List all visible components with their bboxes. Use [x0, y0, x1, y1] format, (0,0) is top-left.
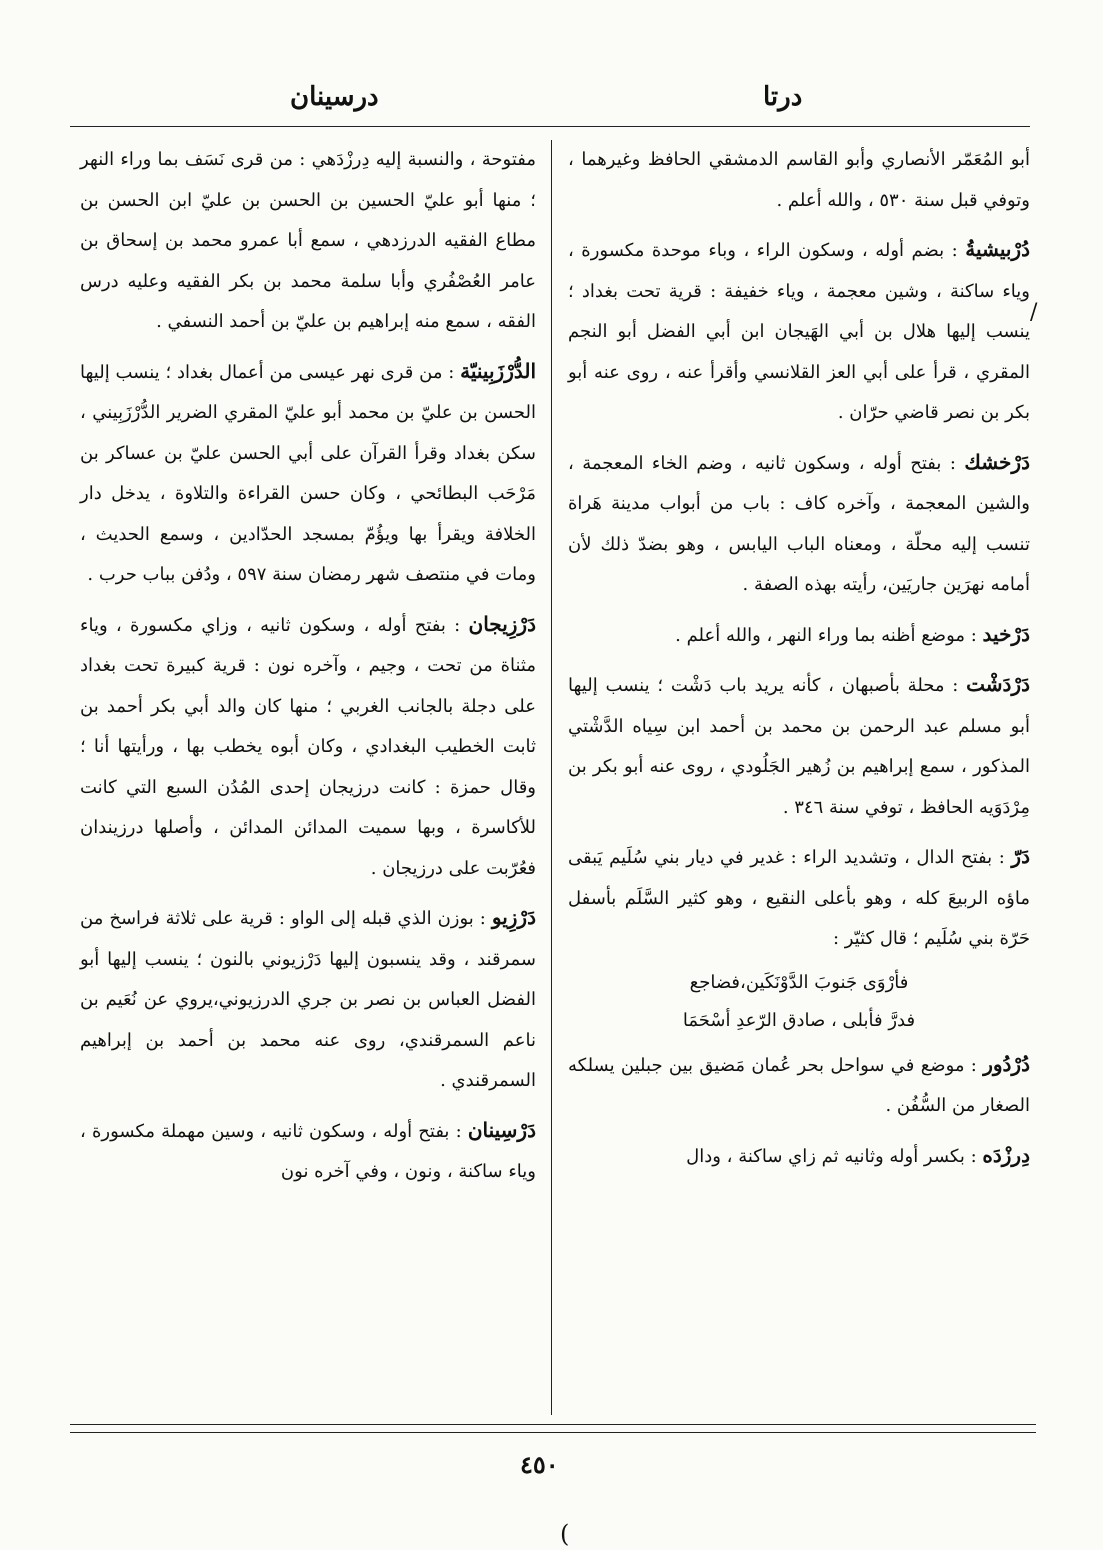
entry: [80, 138, 536, 343]
verse: [568, 964, 1030, 1040]
page-header-right: درتا: [763, 82, 803, 112]
entry-text: : بفتح أوله ، وسكون ثانيه ، وضم الخاء المعجمة ، والشين المعجمة ، وآخره كاف : باب من أبواب مدينة هَراة تنسب إليه محلّة ، ومعناه الباب اليابس ، وهو بضدّ ذلك لأن أمامه نهرَين جاريَين، رأيته بهذه الصفة .: [568, 452, 1030, 595]
entry-headword: دُرْدُور: [983, 1051, 1030, 1076]
entry-headword: دَرْزِيجان: [468, 611, 536, 636]
entry-headword: دَرْخيد: [982, 621, 1030, 646]
entry: [568, 442, 1030, 606]
entry-headword: دَرْدَشْت: [966, 672, 1030, 696]
entry: [568, 229, 1030, 434]
entry-headword: دُرْبيشيةُ: [965, 237, 1030, 261]
entry-headword: دَرّ: [1011, 844, 1030, 868]
page-number: ٤٥٠: [520, 1450, 559, 1479]
entry-text: : بفتح الدال ، وتشديد الراء : غدير في ديار بني سُلَيم يَبقى ماؤه الربيعَ كله ، وهو بأعلى النقيع ، وهو كثير السَّلَم بأسفل حَرّة بني سُلَيم ؛ قال كثيّر :: [568, 847, 1030, 949]
entry: [80, 1110, 536, 1193]
header-rule: [70, 126, 1030, 127]
entry: [80, 351, 536, 596]
entry-text: : موضع في سواحل بحر عُمان مَضيق بين جبلين يسلكه الصغار من السُّفُن .: [568, 1054, 1030, 1116]
entry-headword: الدُّرْزَبِينيّة: [460, 358, 536, 383]
entry: [80, 604, 536, 890]
entry: [568, 836, 1030, 960]
entry: [568, 1135, 1030, 1178]
entry: [568, 614, 1030, 657]
entry-text: : بضم أوله ، وسكون الراء ، وباء موحدة مكسورة ، وياء ساكنة ، وشين معجمة ، وياء خفيفة : قرية تحت بغداد ؛ ينسب إليها هلال بن أبي الهَيجان ابن أبي الفضل أبو النجم المقري ، قرأ على أبي العز القلانسي وأقرأ عنه ، روى عنه أبو بكر بن نصر قاضي حرّان .: [568, 240, 1030, 423]
stray-mark: (: [560, 1520, 570, 1548]
entry-text: : بوزن الذي قبله إلى الواو : قرية على ثلاثة فراسخ من سمرقند ، وقد ينسبون إليها دَرْزيوني بالنون ؛ ينسب إليها أبو الفضل العباس بن نصر بن جري الدرزيوني،يروي عن نُعَيم بن ناعم السمرقندي، روى عنه محمد بن أحمد بن إبراهيم السمرقندي .: [80, 908, 536, 1091]
entry-text: : محلة بأصبهان ، كأنه يريد باب دَشْت ؛ ينسب إليها أبو مسلم عبد الرحمن بن محمد بن أحمد ابن سِياه الدَّشْتي المذكور ، سمع إبراهيم بن زُهير الجَلُودي ، روى عنه أبو بكر بن مِرْدَوَيه الحافظ ، توفي سنة ٣٤٦ .: [568, 675, 1030, 818]
entry-text: : بفتح أوله ، وسكون ثانيه ، وسين مهملة مكسورة ، وياء ساكنة ، ونون ، وفي آخره نون: [80, 1120, 536, 1182]
entry-text: : موضع أظنه بما وراء النهر ، والله أعلم .: [675, 624, 977, 646]
footer-rule: [70, 1432, 1036, 1433]
entry-text: : بكسر أوله وثانيه ثم زاي ساكنة ، ودال: [686, 1145, 977, 1167]
entry: [80, 897, 536, 1102]
page-header-left: درسينان: [290, 82, 379, 112]
entry: [568, 1044, 1030, 1127]
entry-headword: دَرْسِينان: [467, 1117, 536, 1142]
entry-headword: دَرْزِيو: [491, 905, 536, 929]
entry-headword: دِرزْدَه: [982, 1142, 1030, 1167]
verse-line: فدرَّ فأبلى ، صادق الرّعدِ أسْحَمَا: [682, 1009, 916, 1031]
entry-text: مفتوحة ، والنسبة إليه دِرزْدَهي : من قرى نَسَف بما وراء النهر ؛ منها أبو عليّ الحسين بن الحسن بن عليّ ابن الحسن بن مطاع الفقيه الدرزدهي ، سمع أبا عمرو محمد بن إسحاق بن عامر العُصْفُري وأبا سلمة محمد بن بكر الفقيه وعليه درس الفقه ، سمع منه إبراهيم بن عليّ بن أحمد النسفي .: [80, 149, 536, 332]
entry-text: : بفتح أوله ، وسكون ثانيه ، وزاي مكسورة ، وياء مثناة من تحت ، وجيم ، وآخره نون : قرية كبيرة تحت بغداد على دجلة بالجانب الغربي ؛ منها كان والد أبي بكر أحمد بن ثابت الخطيب البغدادي ، وكان أبوه يخطب بها ، ورأيتها أنا ؛ وقال حمزة : كانت درزيجان إحدى المُدُن السبع التي كانت للأكاسرة ، وبها سميت المدائن المدائن ، وأصلها درزيندان فعُرّبت على درزيجان .: [80, 614, 536, 879]
margin-mark: /: [1030, 300, 1038, 325]
entry: [568, 664, 1030, 828]
left-column: [80, 138, 536, 1418]
verse-line: فأرْوَى جَنوبَ الدَّوْنَكَين،فضاجع: [689, 971, 909, 993]
column-divider: [551, 140, 552, 1415]
footer-rule: [70, 1424, 1036, 1425]
entry-text: أبو المُعَمّر الأنصاري وأبو القاسم الدمشقي الحافظ وغيرهما ، وتوفي قبل سنة ٥٣٠ ، والله أعلم .: [568, 149, 1030, 211]
right-column: [568, 138, 1030, 1418]
entry-text: : من قرى نهر عيسى من أعمال بغداد ؛ ينسب إليها الحسن بن عليّ بن محمد أبو عليّ المقري الضرير الدُّرْزَبِيني ، سكن بغداد وقرأ القرآن على أبي الحسن عليّ بن عساكر بن مَرْحَب البطائحي ، وكان حسن القراءة والتلاوة ، يدخل دار الخلافة ويقرأ بها ويؤُمّ بمسجد الحدّادين ، وسمع الحديث ، ومات في منتصف شهر رمضان سنة ٥٩٧ ، ودُفن بباب حرب .: [80, 361, 536, 585]
entry: [568, 138, 1030, 221]
entry-headword: دَرْخشك: [964, 449, 1030, 474]
